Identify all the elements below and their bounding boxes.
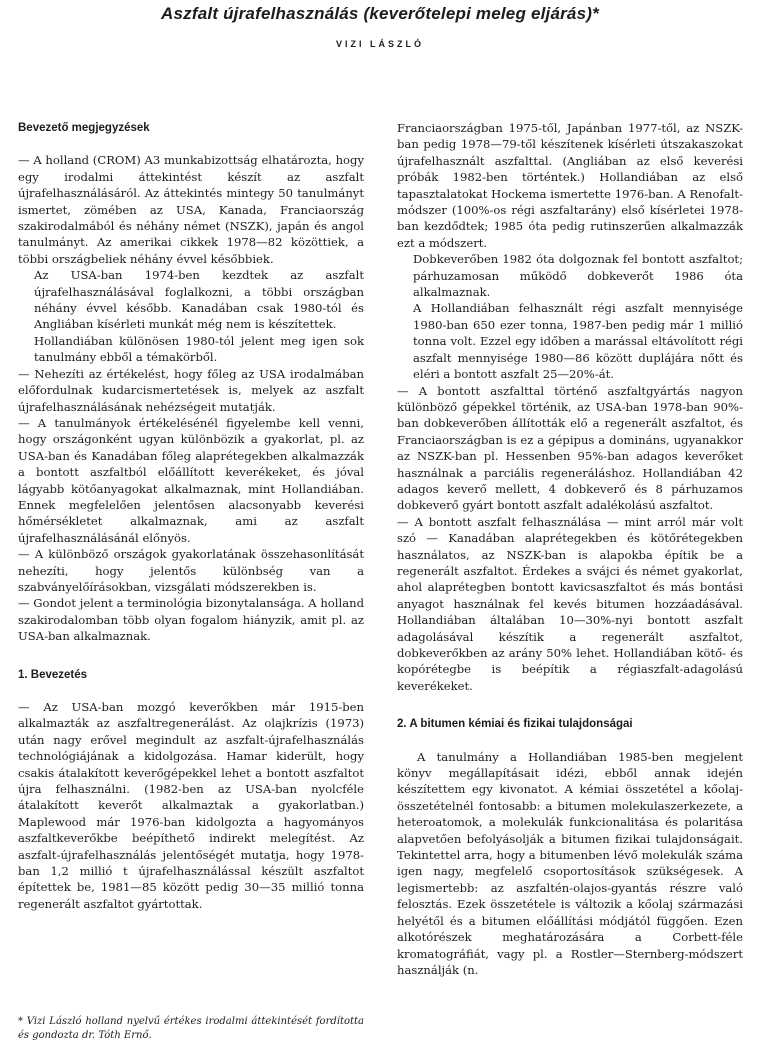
right-paragraph-4: — A bontott aszfalttal történő aszfaltgyártás nagyon különböző gépekkel történik, az USA-ban 1978-ban 90%-ban dobkeverőben állították elő a regenerált aszfaltot, és Franciaországban is ez a gépipus a domináns, ugyanakkor az NSZK-ban pl. Hessenben 95%-ban adagos keverőket használnak a parciális regeneráláshoz. Hollandiában 42 adagos keverő mellett, 4 dobkeverő és 8 párhuzamos dobkeverő gyárt bontott aszfalt adalékolású aszfaltot.: [397, 383, 743, 513]
intro-heading: Bevezető megjegyzések: [18, 122, 150, 134]
section-1-heading: 1. Bevezetés: [18, 668, 88, 681]
intro-item-4: — Nehezíti az értékelést, hogy főleg az USA irodalmában előfordulnak kudarcismertetések is, melyek az aszfalt újrafelhasználásának nehézségeit mutatják.: [18, 366, 364, 414]
intro-item-2: Az USA-ban 1974-ben kezdtek az aszfalt újrafelhasználásával foglalkozni, a többi országban néhány évvel később. Kanadában csak 1980-tól és Angliában kísérleti munkát még nem is készítettek.: [34, 268, 364, 332]
right-paragraph-1: Franciaországban 1975-től, Japánban 1977-től, az NSZK-ban pedig 1978—79-től készítenek kísérleti útszakaszokat újrafelhasznált aszfalttal. (Angliában az első keverési próbák 1982-ben történtek.) Hollandiában az első tapasztalatokat Hockema ismertette 1976-ban. A Renofalt-módszer (100%-os régi aszfaltarány) első kísérletei 1978-ban kezdődtek; 1985 óta pedig rutinszerűen alkalmazzák ezt a módszert.: [397, 121, 743, 250]
section-1-text: — Az USA-ban mozgó keverőkben már 1915-ben alkalmazták az aszfaltregenerálást. Az olajkrízis (1973) után nagy erővel megindult az aszfalt-újrafelhasználás technológiájának a kidolgozása. Hamar kiderült, hogy csakis átalakított keverőgépekkel lehet a bontott aszfaltot újra felhasználni. (1982-ben az USA-ban nyolcféle átalakított keverőt alkalmaztak a gyakorlatban.) Maplewood már 1976-ban kidolgozta a hagyományos aszfaltkeverőkbe beépíthető indirekt melegítést. Az aszfalt-újrafelhasználás jelentőségét mutatja, hogy 1978-ban 1,2 millió t újrafelhasználással készült aszfaltot építettek be, 1981—85 között pedig 30—35 millió tonna regenerált aszfaltot gyártottak.: [18, 700, 364, 911]
intro-item-5: — A tanulmányok értékelésénél figyelembe kell venni, hogy országonként ugyan különbözik a gyakorlat, pl. az USA-ban és Kanadában főleg alaprétegekben alkalmazzák a bontott aszfaltból előállított keverékeket, és jóval lágyabb kötőanyagokat alkalmaznak, mint Hollandiában. Ennek megfelelően jelentősen alacsonyabb keverési hőmérsékletet alkalmaznak, ami az aszfalt újrafelhasználásánál előnyös.: [18, 415, 364, 545]
left-column: [18, 120, 364, 912]
intro-item-7: — Gondot jelent a terminológia bizonytalansága. A holland szakirodalomban több olyan fogalom hiányzik, amit pl. az USA-ban alkalmaznak.: [18, 596, 364, 644]
right-paragraph-5: — A bontott aszfalt felhasználása — mint arról már volt szó — Kanadában alaprétegekben és kötőrétegekben használatos, az NSZK-ban is alapokba építik be a regenerált aszfaltot. Érdekes a svájci és német gyakorlat, ahol alaprétegben bontott kavicsaszfaltot és más bontási anyagot használnak fel kevés bitumen hozzáadásával. Hollandiában általában 10—30%-nyi bontott aszfalt adagolásával készítik a regenerált aszfaltot, dobkeverőkben az arány 50% lehet. Hollandiában kötő- és kopórétegbe is beépítik a régiaszfalt-adagolású keverékeket.: [397, 514, 743, 693]
intro-item-1: — A holland (CROM) A3 munkabizottság elhatározta, hogy egy irodalmi áttekintést készít az aszfalt újrafelhasználásáról. Az áttekintés mintegy 50 tanulmányt ismertet, zömében az USA, Kanada, Franciaország szakirodalmából és néhány német (NSZK), japán és angol tanulmányt. Az amerikai cikkek 1978—82 közöttiek, a többi országbeliek néhány évvel későbbiek.: [18, 153, 364, 266]
article-title: Aszfalt újrafelhasználás (keverőtelepi meleg eljárás)*: [161, 4, 599, 23]
author-name: VIZI LÁSZLÓ: [336, 39, 424, 49]
intro-item-6: — A különböző országok gyakorlatának összehasonlítását nehezíti, hogy jelentős különbség van a szabványelőírásokban, vizsgálati módszerekben is.: [18, 547, 364, 594]
section-2-text: A tanulmány a Hollandiában 1985-ben megjelent könyv megállapításait idézi, ebből annak idején készítettem egy kivonatot. A kémiai összetétel a kőolaj-összetételnél fontosabb: a bitumen molekulaszerkezete, a heteroatomok, a molekulák funkcionalitása és polaritása alapvetően befolyásolják a bitumen fizikai tulajdonságait. Tekintettel arra, hogy a bitumenben lévő molekulák száma igen nagy, megfelelő csoportosítások szükségesek. A legismertebb: az aszfaltén-olajos-gyantás részre való felosztás. Ezek összetétele is változik a kőolaj származási helyétől és a bitumen előállítási módjától függően. Ezen alkotórészek meghatározására a Corbett-féle kromatográfiát, vagy pl. a Rostler—Sternberg-módszert használják (n.: [397, 749, 743, 977]
right-paragraph-2: Dobkeverőben 1982 óta dolgoznak fel bontott aszfaltot; párhuzamosan működő dobkeverőt 1986 óta alkalmaznak.: [413, 252, 743, 300]
intro-item-3: Hollandiában különösen 1980-tól jelent meg igen sok tanulmány ebből a témakörből.: [34, 333, 364, 365]
section-2-heading: 2. A bitumen kémiai és fizikai tulajdonságai: [397, 718, 633, 731]
footnote: * Vizi László holland nyelvű értékes irodalmi áttekintését fordította és gondozta dr. Tóth Ernő.: [18, 1016, 364, 1041]
right-column: [397, 120, 743, 978]
right-paragraph-3: A Hollandiában felhasznált régi aszfalt mennyisége 1980-ban 650 ezer tonna, 1987-ben pedig már 1 millió tonna volt. Ezzel egy időben a marással eltávolított régi aszfalt mennyisége 1980—86 között duplájára nőtt és eléri a bontott aszfalt 25—20%-át.: [413, 301, 743, 382]
